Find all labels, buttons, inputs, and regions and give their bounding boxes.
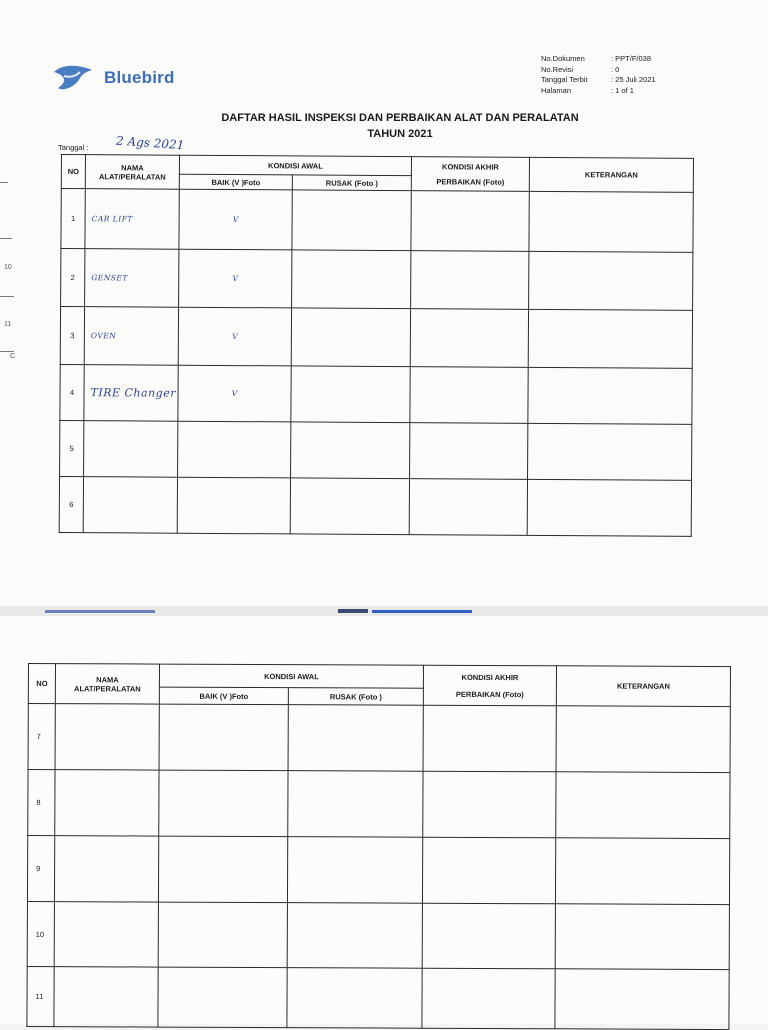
edge-mark: 11 (4, 321, 12, 328)
row-baik (178, 421, 291, 478)
row-rusak (290, 478, 409, 535)
header-kondisi-akhir-line2: PERBAIKAN (Foto) (436, 176, 505, 187)
row-nama: OVEN (84, 307, 178, 366)
row-baik (158, 902, 287, 968)
row-rusak (288, 705, 423, 772)
logo-text: Bluebird (104, 68, 175, 87)
row-akhir (422, 837, 555, 904)
row-no: 5 (60, 420, 84, 476)
row-keterangan (556, 772, 730, 839)
row-rusak (291, 308, 410, 367)
row-baik (159, 770, 288, 837)
header-nama-line2: ALAT/PERALATAN (98, 171, 166, 182)
header-baik: BAIK (V )Foto (159, 687, 288, 705)
row-akhir (411, 191, 529, 252)
tanggal-label: Tanggal : (58, 143, 89, 152)
row-no: 11 (27, 966, 54, 1026)
row-rusak (287, 903, 422, 969)
meta-value: : 0 (611, 64, 620, 74)
inspection-table-continued (26, 663, 731, 1030)
row-baik (159, 704, 288, 771)
row-no: 10 (27, 901, 54, 966)
row-baik (177, 477, 290, 534)
meta-key: No.Revisi (541, 64, 574, 74)
row-keterangan (555, 904, 729, 970)
meta-key: No.Dokumen (541, 54, 585, 63)
row-keterangan (555, 838, 729, 905)
edge-mark: 10 (4, 264, 12, 271)
row-keterangan (555, 969, 729, 1030)
row-akhir (410, 423, 528, 480)
header-rusak: RUSAK (Foto ) (288, 688, 423, 706)
tanggal-value: 2 Ags 2021 (115, 133, 185, 153)
page-edge-strip (338, 609, 368, 613)
row-nama (83, 477, 177, 534)
row-akhir (423, 771, 556, 838)
row-keterangan (528, 309, 692, 368)
header-nama (55, 664, 159, 704)
meta-key: Halaman (541, 85, 572, 95)
header-no: NO (28, 664, 55, 704)
row-keterangan (528, 423, 692, 480)
row-nama (54, 836, 158, 902)
row-akhir (422, 903, 555, 969)
row-akhir (411, 251, 529, 310)
row-nama: TIRE Changer (84, 365, 178, 422)
header-kondisi-akhir-line1: KONDISI AKHIR (461, 672, 519, 682)
header-keterangan: KETERANGAN (556, 666, 730, 707)
table-row (61, 249, 693, 311)
row-no: 8 (28, 770, 55, 836)
row-no: 6 (59, 476, 83, 532)
row-baik: V (178, 365, 291, 422)
header-kondisi-awal: KONDISI AWAL (179, 155, 411, 175)
header-kondisi-akhir (423, 665, 556, 706)
row-rusak (292, 190, 411, 251)
row-rusak (291, 422, 410, 479)
table-row (60, 364, 692, 424)
header-nama-line1: NAMA (121, 162, 144, 173)
row-baik: V (179, 249, 292, 308)
form-title: DAFTAR HASIL INSPEKSI DAN PERBAIKAN ALAT DAN PERALATAN (221, 112, 579, 124)
header-kondisi-akhir-line2: PERBAIKAN (Foto) (455, 689, 524, 699)
row-akhir (422, 968, 555, 1029)
row-keterangan (556, 706, 730, 773)
edge-line (0, 182, 8, 183)
row-nama (55, 704, 159, 770)
document-meta (541, 54, 656, 96)
row-nama: CAR LIFT (85, 189, 179, 250)
row-baik: V (179, 189, 292, 250)
header-nama-line1: NAMA (96, 674, 119, 684)
row-akhir (423, 705, 556, 772)
row-nama (55, 770, 159, 836)
header-rusak: RUSAK (Foto ) (292, 175, 411, 191)
table-row (60, 307, 692, 369)
row-keterangan (528, 367, 692, 424)
row-akhir (409, 479, 527, 536)
header-no: NO (61, 155, 85, 189)
row-keterangan (527, 479, 691, 536)
row-keterangan (529, 191, 693, 252)
row-nama (54, 902, 158, 967)
row-nama (54, 967, 158, 1027)
row-rusak (292, 250, 411, 309)
row-rusak (288, 771, 423, 838)
edge-line (0, 238, 12, 239)
edge-line (0, 296, 14, 297)
table-row (59, 476, 691, 536)
row-akhir (410, 309, 528, 368)
row-no: 2 (61, 249, 85, 307)
row-akhir (410, 367, 528, 424)
table-row (27, 901, 729, 969)
meta-value: : PPT/F/038 (611, 54, 652, 63)
row-no: 3 (60, 307, 84, 365)
page-edge-strip (372, 610, 472, 613)
header-keterangan: KETERANGAN (529, 157, 693, 192)
row-no: 4 (60, 364, 84, 420)
meta-key: Tanggal Terbit (541, 75, 588, 84)
form-subtitle: TAHUN 2021 (367, 128, 433, 140)
edge-mark: C (10, 353, 16, 360)
row-rusak (287, 837, 422, 904)
bluebird-logo (52, 62, 175, 94)
meta-value: : 1 of 1 (611, 85, 634, 95)
row-baik (158, 967, 287, 1028)
row-nama (84, 421, 178, 478)
row-no: 9 (27, 836, 54, 902)
header-baik: BAIK (V )Foto (179, 174, 292, 190)
row-rusak (291, 366, 410, 423)
page-edge-strip (45, 610, 155, 613)
header-nama-line2: ALAT/PERALATAN (74, 683, 141, 693)
header-kondisi-akhir (411, 157, 529, 192)
table-row (61, 189, 693, 253)
inspection-table (59, 154, 694, 537)
meta-value: : 25 Juli 2021 (611, 75, 656, 84)
table-row (28, 704, 730, 773)
table-row (27, 966, 729, 1029)
header-kondisi-awal: KONDISI AWAL (159, 664, 423, 688)
row-keterangan (529, 251, 693, 310)
row-nama: GENSET (85, 249, 179, 308)
edge-line (0, 351, 14, 352)
row-baik (158, 836, 287, 903)
bird-icon (52, 62, 96, 94)
row-rusak (287, 968, 422, 1029)
row-no: 7 (28, 704, 55, 770)
row-baik: V (178, 307, 291, 366)
table-row (28, 770, 730, 839)
header-nama (85, 155, 179, 190)
table-row (27, 836, 729, 905)
table-row (60, 420, 692, 480)
form-page-2 (0, 616, 768, 1024)
row-no: 1 (61, 189, 85, 249)
header-kondisi-akhir-line1: KONDISI AKHIR (442, 161, 499, 172)
